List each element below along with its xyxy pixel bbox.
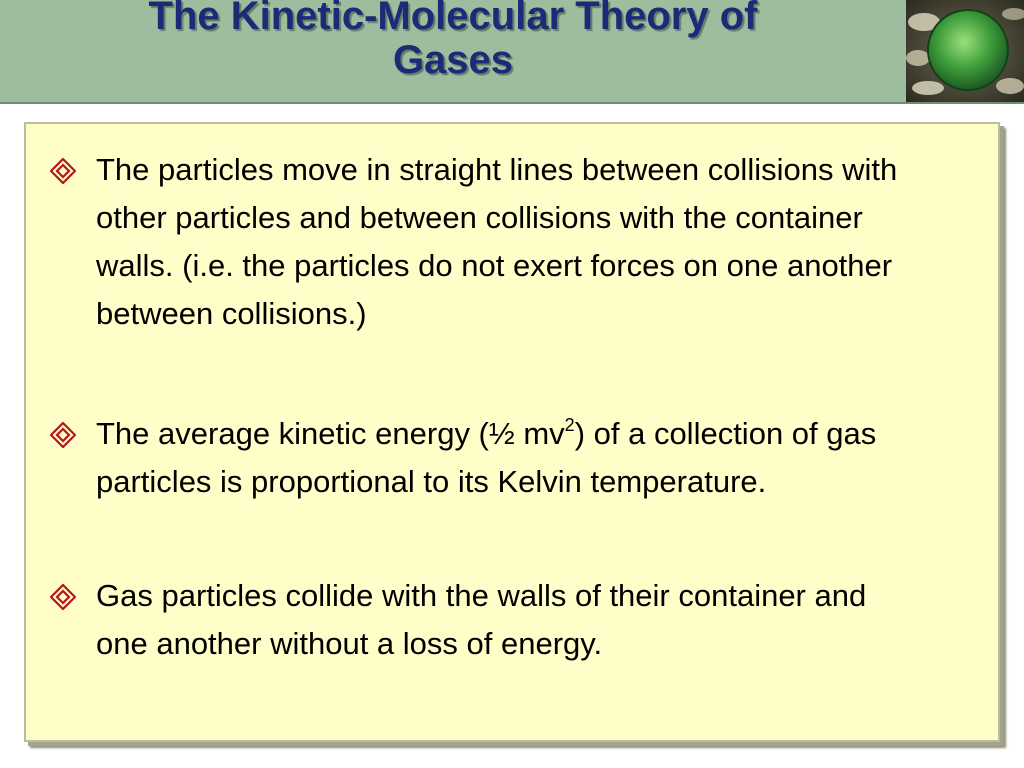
bullet-text-1: The particles move in straight lines between collisions with other particles and between collisions with the container walls. (i.e. the particles do not exert forces on one another between collisions.) [96,152,898,331]
diamond-bullet-icon [50,158,76,184]
content-box [24,122,1000,742]
bullet-item-1 [50,146,910,338]
slide-title [0,0,906,82]
diamond-bullet-icon [50,584,76,610]
slide-title-line-1: The Kinetic-Molecular Theory of [148,0,758,38]
bullet-text-2-after: ) of a collection of gas particles is proportional to its Kelvin temperature. [96,416,877,499]
diamond-bullet-icon [50,422,76,448]
title-band [0,0,906,104]
bullet-text-2-before: The average kinetic energy (½ mv [96,416,565,451]
bullet-text-2 [50,410,910,506]
green-cell-photo-icon [906,0,1024,104]
bullet-text-3: Gas particles collide with the walls of their container and one another without a loss of energy. [96,578,867,661]
bullet-text-2-superscript: 2 [564,414,575,435]
slide-title-line-2: Gases [392,38,514,82]
bullet-item-2 [50,410,910,506]
bullet-item-3 [50,572,910,668]
